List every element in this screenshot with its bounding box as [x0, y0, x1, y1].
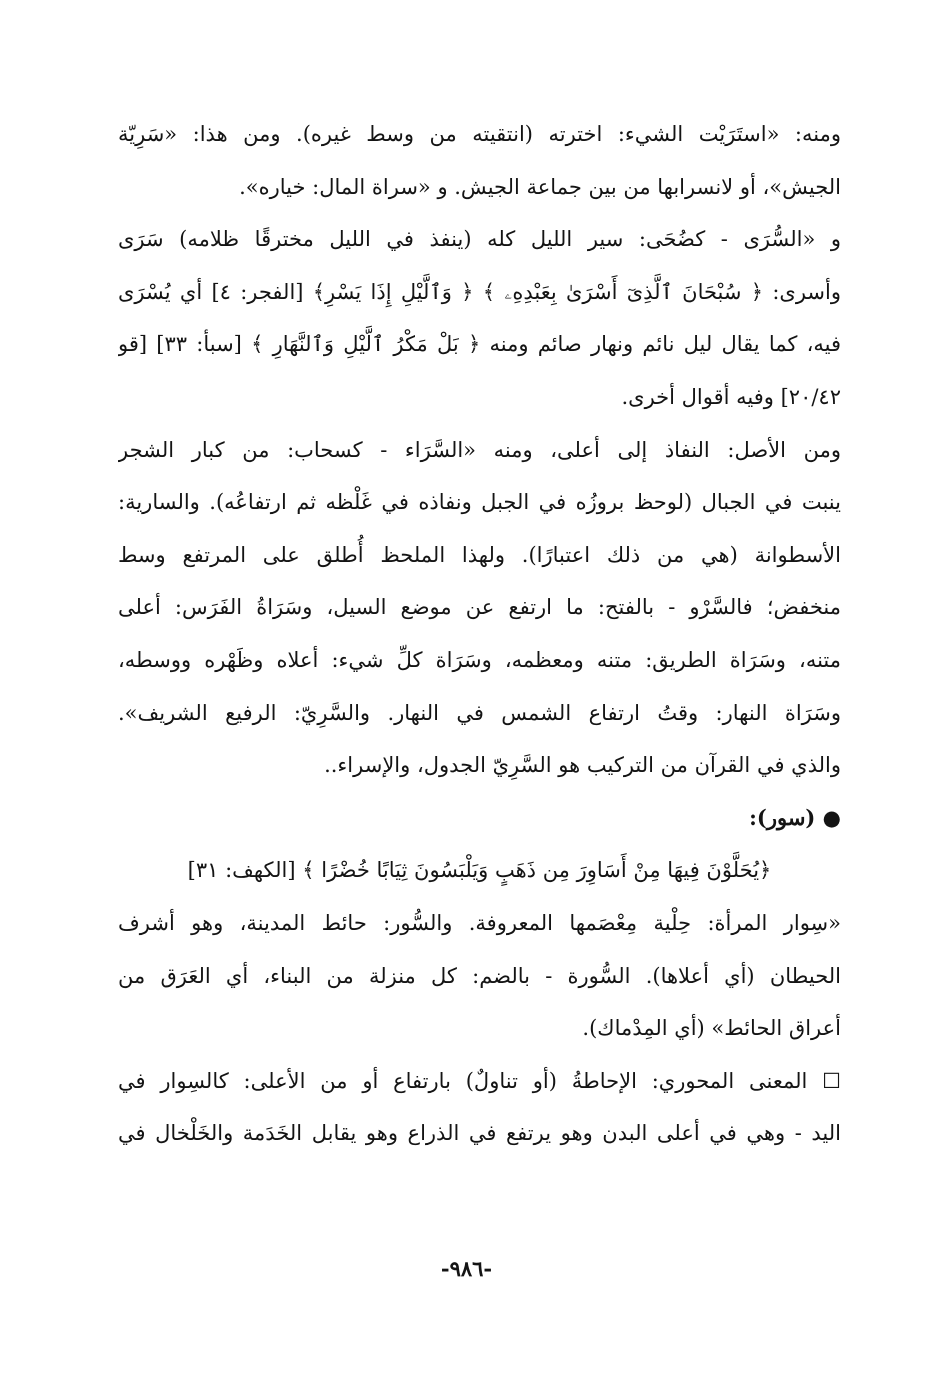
text-line: وأسرى: ﴿ سُبْحَانَ ٱلَّذِىٓ أَسْرَىٰ بِعَبْدِهِۦ ﴾ ﴿ وَٱلَّيْلِ إِذَا يَسْرِ﴾ [الفجر: ٤] أي يُسْرَى	[118, 279, 841, 304]
text-line: الحيطان (أي أعلاها). السُّورة - بالضم: كل منزلة من البناء، أي العَرَق من	[118, 963, 841, 988]
text-line: ٢٠/٤٢] وفيه أقوال أخرى.	[621, 384, 841, 409]
text-line: الأسطوانة (هي من ذلك اعتبارًا). ولهذا الملحظ أُطلق على المرتفع وسط	[118, 542, 841, 567]
text-line: ومن الأصل: النفاذ إلى أعلى، ومنه «السَّرَاء - كسحاب: من كبار الشجر	[118, 437, 841, 462]
text-line: ☐ المعنى المحوري: الإحاطةُ (أو تناولٌ) بارتفاع أو من الأعلى: كالسِوار في	[118, 1068, 841, 1093]
text-line: اليد - وهي في أعلى البدن وهو يرتفع في الذراع وهو يقابل الخَدَمة والخَلْخال في	[118, 1121, 841, 1146]
text-line: وسَرَاة النهار: وقتُ ارتفاع الشمس في النهار. والسَّرِيّ: الرفيع الشريف».	[118, 700, 841, 725]
text-line: متنه، وسَرَاة الطريق: متنه ومعظمه، وسَرَاة كلِّ شيء: أعلاه وظَهْره ووسطه،	[118, 647, 841, 672]
text-line: منخفض؛ فالسَّرْو - بالفتح: ما ارتفع عن موضع السيل، وسَرَاةُ الفَرَس: أعلى	[118, 595, 841, 620]
body-text	[118, 108, 841, 1160]
page-number: -٩٨٦-	[440, 1256, 493, 1281]
text-line: و «السُّرَى - كضُحَى: سير الليل كله (ينفذ في الليل مخترقًا ظلامه) سَرَى	[118, 227, 841, 252]
text-line: فيه، كما يقال ليل نائم ونهار صائم ومنه ﴿ بَلْ مَكْرُ ٱلَّيْلِ وَٱلنَّهَارِ ﴾ [سبأ: ٣٣] [قو	[118, 332, 841, 357]
text-line: الجيش»، أو لانسرابها من بين جماعة الجيش. و «سراة المال: خياره».	[239, 174, 841, 199]
quran-verse: ﴿يُحَلَّوْنَ فِيهَا مِنْ أَسَاوِرَ مِن ذَهَبٍ وَيَلْبَسُونَ ثِيَابًا خُضْرًا ﴾ [الكهف: ٣١]	[187, 858, 772, 883]
text-line: أعراق الحائط» (أي المِدْماك).	[582, 1016, 841, 1041]
text-line: «سِوار المرأة: حِلْية مِعْصَمها المعروفة. والسُّور: حائط المدينة، وهو أشرف	[118, 910, 841, 935]
text-line: ينبت في الجبال (لوحظ بروزُه في الجبل ونفاذه في غَلْظه ثم ارتفاعُه). والسارية:	[118, 490, 841, 515]
section-heading: ● (سور):	[749, 804, 841, 830]
text-line: ومنه: «استَرَيْت الشيء: اخترته (انتقيته من وسط غيره). ومن هذا: «سَرِيّة	[118, 122, 841, 146]
text-line: والذي في القرآن من التركيب هو السَّرِيّ الجدول، والإسراء..	[324, 753, 841, 778]
